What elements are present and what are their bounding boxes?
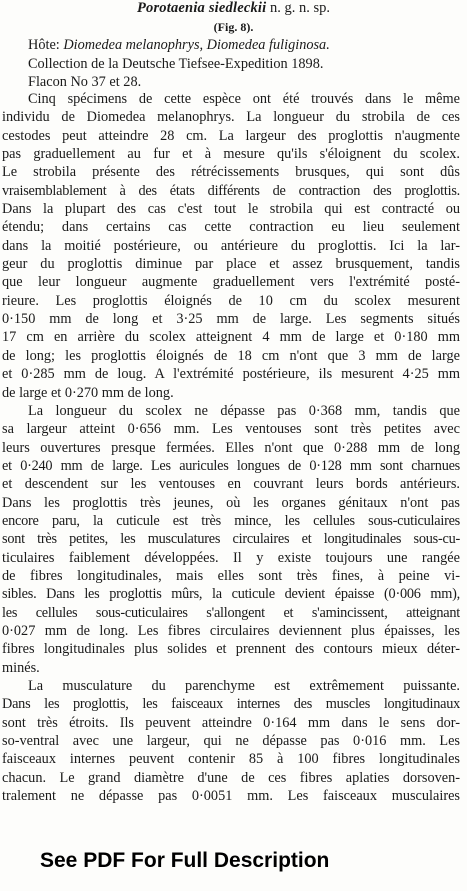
text-line: et descendent sur les ventouses en couvrant leurs bords antérieurs. <box>2 476 460 493</box>
collection-line: Collection de la Deutsche Tiefsee-Expedition 1898. <box>28 55 324 72</box>
text-line: de large et 0·270 mm de long. <box>2 384 174 401</box>
description-body <box>2 90 460 805</box>
host-line <box>28 36 467 55</box>
text-line: individu de Diomedea melanophrys. La longueur du strobila de ces <box>2 109 460 126</box>
text-line: minés. <box>2 659 40 676</box>
text-line: 17 cm en arrière du scolex atteignent 4 mm de large et 0·180 mm <box>2 329 460 346</box>
text-line: leurs ouvertures presque fermées. Elles n'ont que 0·288 mm de long <box>2 439 460 456</box>
text-line: ticulaires faiblement développées. Il y existe toujours une rangée <box>2 549 460 566</box>
text-line: cestodes peut atteindre 28 cm. La largeur des proglottis n'augmente <box>2 127 460 144</box>
text-line: les cellules sous-cuticulaires s'allongent et s'amincissent, atteignant <box>2 604 460 621</box>
text-line: geur du proglottis diminue par place et assez brusquement, tandis <box>2 256 460 273</box>
text-line: La musculature du parenchyme est extrêmement puissante. <box>28 678 460 694</box>
text-line: sa largeur atteint 0·656 mm. Les ventouses sont très petites avec <box>2 421 460 438</box>
text-line: pas graduellement au fur et à mesure qu'ils s'éloignent du scolex. <box>2 146 460 163</box>
figure-reference: (Fig. 8). <box>213 20 254 34</box>
text-line: étendu; dans certains cas cette contraction eu lieu seulement <box>2 219 460 236</box>
flacon-line: Flacon No 37 et 28. <box>28 74 142 90</box>
text-line: et 0·285 mm de loug. A l'extrémité postérieure, ils mesurent 4·25 mm <box>2 366 460 383</box>
text-line: sont très petites, les musculatures circulaires et longitudinales sous-cu- <box>2 531 460 548</box>
host-label: Hôte: <box>28 37 60 53</box>
species-heading <box>0 0 467 17</box>
text-line: 0·150 mm de long et 3·25 mm de large. Les segments situés <box>2 311 460 328</box>
text-line: Dans les proglottis, les faisceaux internes des muscles longitudinaux <box>2 696 460 713</box>
text-line: 0·027 mm de long. Les fibres circulaires deviennent plus épaisses, les <box>2 622 460 639</box>
text-line: vraisemblablement à des états différents de contraction des proglottis. <box>2 182 460 199</box>
specimen-metadata <box>0 36 467 92</box>
text-line: dans la moitié postérieure, ou antérieure du proglottis. Ici la lar- <box>2 237 460 254</box>
text-line: de long; les proglottis éloignés de 18 cm n'ont que 3 mm de large <box>2 347 460 364</box>
pdf-notice-banner: See PDF For Full Description <box>40 849 330 872</box>
text-line: que leur longueur augmente graduellement vers l'extrémité posté- <box>2 274 460 291</box>
text-line: Le strobila présente des rétrécissements brusques, qui sont dûs <box>2 164 460 181</box>
text-line: Cinq spécimens de cette espèce ont été trouvés dans le même <box>28 91 460 107</box>
text-line: Dans les proglottis très jeunes, où les organes génitaux n'ont pas <box>2 494 460 511</box>
text-line: fibres longitudinales plus solides et prennent des contours mieux déter- <box>2 641 460 658</box>
species-suffix: n. g. n. sp. <box>270 0 331 16</box>
text-line: sibles. Dans les proglottis mûrs, la cuticule devient épaisse (0·006 mm), <box>2 586 460 603</box>
text-line: La longueur du scolex ne dépasse pas 0·368 mm, tandis que <box>28 402 460 419</box>
text-line: so-ventral avec une largeur, qui ne dépasse pas 0·016 mm. Les <box>2 733 460 750</box>
text-line: tralement ne dépasse pas 0·0051 mm. Les faisceaux musculaires <box>2 788 460 805</box>
host-species: Diomedea melanophrys, Diomedea fuliginosa. <box>63 37 330 53</box>
text-line: de fibres longitudinales, mais elles sont très fines, à peine vi- <box>2 567 460 584</box>
text-line: chacun. Le grand diamètre d'une de ces fibres aplaties dorsoven- <box>2 769 460 786</box>
species-title: Porotaenia siedleckii <box>136 0 267 16</box>
text-line: sont très étroits. Ils peuvent atteindre 0·164 mm dans le sens dor- <box>2 714 460 731</box>
text-line: faisceaux internes peuvent contenir 85 à 100 fibres longitudinales <box>2 751 460 768</box>
text-line: encore paru, la cuticule est très mince, les cellules sous-cuticulaires <box>2 512 460 529</box>
text-line: et 0·240 mm de large. Les auricules longues de 0·128 mm sont charnues <box>2 457 460 474</box>
text-line: rieure. Les proglottis éloignés de 10 cm du scolex mesurent <box>2 292 460 309</box>
text-line: Dans la plupart des cas c'est tout le strobila qui est contracté ou <box>2 201 460 218</box>
